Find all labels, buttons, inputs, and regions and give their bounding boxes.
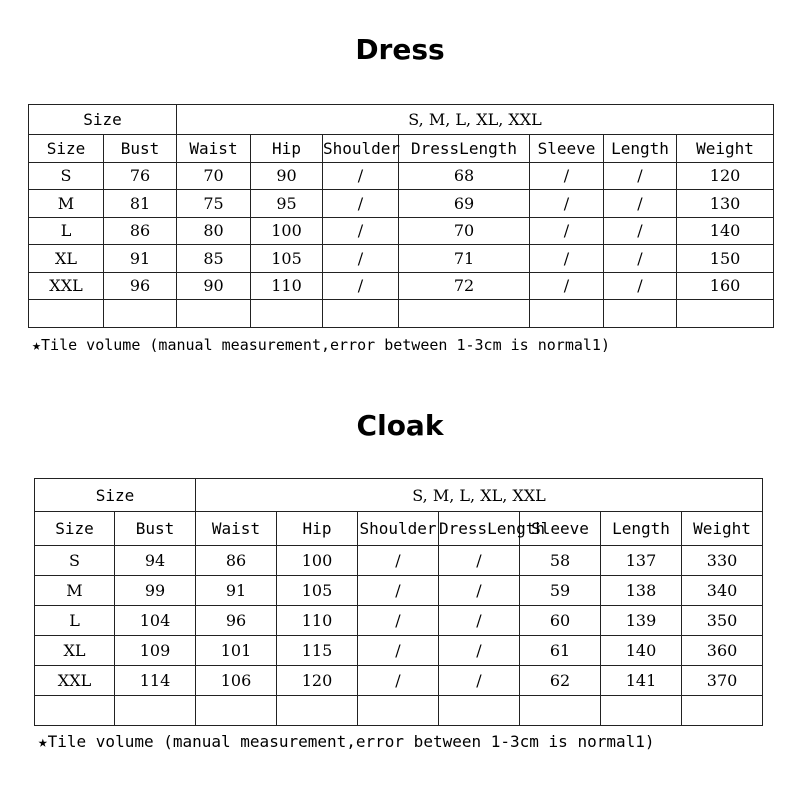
table-cell: M (29, 190, 104, 218)
table-cell: 141 (601, 666, 682, 696)
table-cell: / (530, 245, 604, 273)
table-cell: / (530, 217, 604, 245)
table-cell: 115 (277, 636, 358, 666)
table-cell: / (439, 606, 520, 636)
table-cell: 59 (520, 576, 601, 606)
table-cell: 70 (177, 162, 251, 190)
table-cell: 91 (196, 576, 277, 606)
empty-cell (601, 696, 682, 726)
empty-cell (251, 300, 323, 328)
table-cell: M (35, 576, 115, 606)
empty-cell (530, 300, 604, 328)
table-cell: / (439, 576, 520, 606)
table-cell: S (35, 546, 115, 576)
table-cell: 58 (520, 546, 601, 576)
table-cell: 330 (682, 546, 763, 576)
table-row (35, 606, 763, 636)
table-cell: / (530, 162, 604, 190)
table-cell: / (439, 666, 520, 696)
table-cell: / (323, 245, 399, 273)
table-cell: 86 (104, 217, 177, 245)
table-cell: 96 (196, 606, 277, 636)
column-header: Shoulder (358, 512, 439, 546)
column-header: Length (601, 512, 682, 546)
column-header: Size (35, 512, 115, 546)
table-row (35, 546, 763, 576)
table-cell: XXL (35, 666, 115, 696)
table-row (29, 217, 774, 245)
table-cell: 90 (251, 162, 323, 190)
table-cell: / (604, 245, 677, 273)
table-cell: 94 (115, 546, 196, 576)
column-header: Bust (115, 512, 196, 546)
column-header: Shoulder (323, 135, 399, 163)
table-cell: 140 (677, 217, 774, 245)
table-cell: / (358, 666, 439, 696)
table-cell: 137 (601, 546, 682, 576)
empty-cell (439, 696, 520, 726)
table-cell: 69 (399, 190, 530, 218)
cloak-column-header-row (35, 512, 763, 546)
table-row (29, 272, 774, 300)
table-cell: 60 (520, 606, 601, 636)
table-cell: 100 (277, 546, 358, 576)
table-cell: 81 (104, 190, 177, 218)
empty-cell (29, 300, 104, 328)
table-cell: / (530, 190, 604, 218)
table-cell: 91 (104, 245, 177, 273)
table-cell: 85 (177, 245, 251, 273)
empty-row (35, 696, 763, 726)
sizes-header-cell: S, M, L, XL, XXL (196, 479, 763, 512)
empty-cell (358, 696, 439, 726)
table-cell: / (358, 576, 439, 606)
table-cell: 139 (601, 606, 682, 636)
table-row (35, 666, 763, 696)
column-header: Sleeve (530, 135, 604, 163)
table-cell: / (604, 217, 677, 245)
empty-cell (115, 696, 196, 726)
table-cell: / (358, 606, 439, 636)
table-cell: S (29, 162, 104, 190)
table-cell: / (604, 272, 677, 300)
table-cell: 138 (601, 576, 682, 606)
table-row (35, 576, 763, 606)
column-header: DressLength (439, 512, 520, 546)
table-cell: 120 (277, 666, 358, 696)
empty-row (29, 300, 774, 328)
table-cell: 95 (251, 190, 323, 218)
table-cell: / (439, 546, 520, 576)
table-row (29, 245, 774, 273)
table-cell: 70 (399, 217, 530, 245)
empty-cell (177, 300, 251, 328)
table-cell: XL (29, 245, 104, 273)
column-header: Length (604, 135, 677, 163)
table-cell: / (358, 636, 439, 666)
empty-cell (35, 696, 115, 726)
table-cell: 106 (196, 666, 277, 696)
empty-cell (323, 300, 399, 328)
table-cell: / (323, 217, 399, 245)
table-cell: L (29, 217, 104, 245)
table-cell: 105 (277, 576, 358, 606)
cloak-header-row (35, 479, 763, 512)
column-header: DressLength (399, 135, 530, 163)
size-label-cell: Size (29, 105, 177, 135)
dress-measurement-note: ★Tile volume (manual measurement,error between 1-3cm is normal1) (32, 336, 610, 354)
table-row (35, 636, 763, 666)
empty-cell (604, 300, 677, 328)
table-cell: 96 (104, 272, 177, 300)
empty-cell (677, 300, 774, 328)
table-cell: 76 (104, 162, 177, 190)
empty-cell (104, 300, 177, 328)
table-cell: 75 (177, 190, 251, 218)
table-cell: XXL (29, 272, 104, 300)
table-cell: 340 (682, 576, 763, 606)
column-header: Sleeve (520, 512, 601, 546)
empty-cell (196, 696, 277, 726)
table-cell: 62 (520, 666, 601, 696)
table-cell: 80 (177, 217, 251, 245)
table-cell: 360 (682, 636, 763, 666)
dress-header-row (29, 105, 774, 135)
table-cell: 72 (399, 272, 530, 300)
table-cell: 114 (115, 666, 196, 696)
table-cell: / (604, 190, 677, 218)
table-cell: 101 (196, 636, 277, 666)
table-cell: 105 (251, 245, 323, 273)
table-cell: / (323, 190, 399, 218)
column-header: Hip (277, 512, 358, 546)
table-cell: 90 (177, 272, 251, 300)
table-cell: 100 (251, 217, 323, 245)
table-cell: 104 (115, 606, 196, 636)
table-cell: 140 (601, 636, 682, 666)
empty-cell (682, 696, 763, 726)
table-row (29, 190, 774, 218)
column-header: Size (29, 135, 104, 163)
table-cell: XL (35, 636, 115, 666)
column-header: Waist (196, 512, 277, 546)
cloak-title: Cloak (356, 409, 444, 442)
table-cell: 109 (115, 636, 196, 666)
sizes-header-cell: S, M, L, XL, XXL (177, 105, 774, 135)
table-cell: / (604, 162, 677, 190)
table-cell: / (323, 272, 399, 300)
table-cell: 110 (251, 272, 323, 300)
table-cell: 61 (520, 636, 601, 666)
column-header: Waist (177, 135, 251, 163)
empty-cell (520, 696, 601, 726)
dress-size-table (28, 104, 774, 328)
table-cell: 350 (682, 606, 763, 636)
table-cell: L (35, 606, 115, 636)
table-cell: 68 (399, 162, 530, 190)
table-cell: / (439, 636, 520, 666)
table-cell: 71 (399, 245, 530, 273)
size-label-cell: Size (35, 479, 196, 512)
empty-cell (277, 696, 358, 726)
column-header: Bust (104, 135, 177, 163)
column-header: Hip (251, 135, 323, 163)
cloak-measurement-note: ★Tile volume (manual measurement,error between 1-3cm is normal1) (38, 732, 655, 751)
table-row (29, 162, 774, 190)
table-cell: 160 (677, 272, 774, 300)
table-cell: 130 (677, 190, 774, 218)
dress-column-header-row (29, 135, 774, 163)
table-cell: 370 (682, 666, 763, 696)
table-cell: 120 (677, 162, 774, 190)
table-cell: 150 (677, 245, 774, 273)
empty-cell (399, 300, 530, 328)
cloak-size-table (34, 478, 763, 726)
table-cell: / (530, 272, 604, 300)
table-cell: 110 (277, 606, 358, 636)
table-cell: 86 (196, 546, 277, 576)
table-cell: 99 (115, 576, 196, 606)
column-header: Weight (677, 135, 774, 163)
column-header: Weight (682, 512, 763, 546)
dress-title: Dress (355, 33, 445, 66)
table-cell: / (358, 546, 439, 576)
table-cell: / (323, 162, 399, 190)
